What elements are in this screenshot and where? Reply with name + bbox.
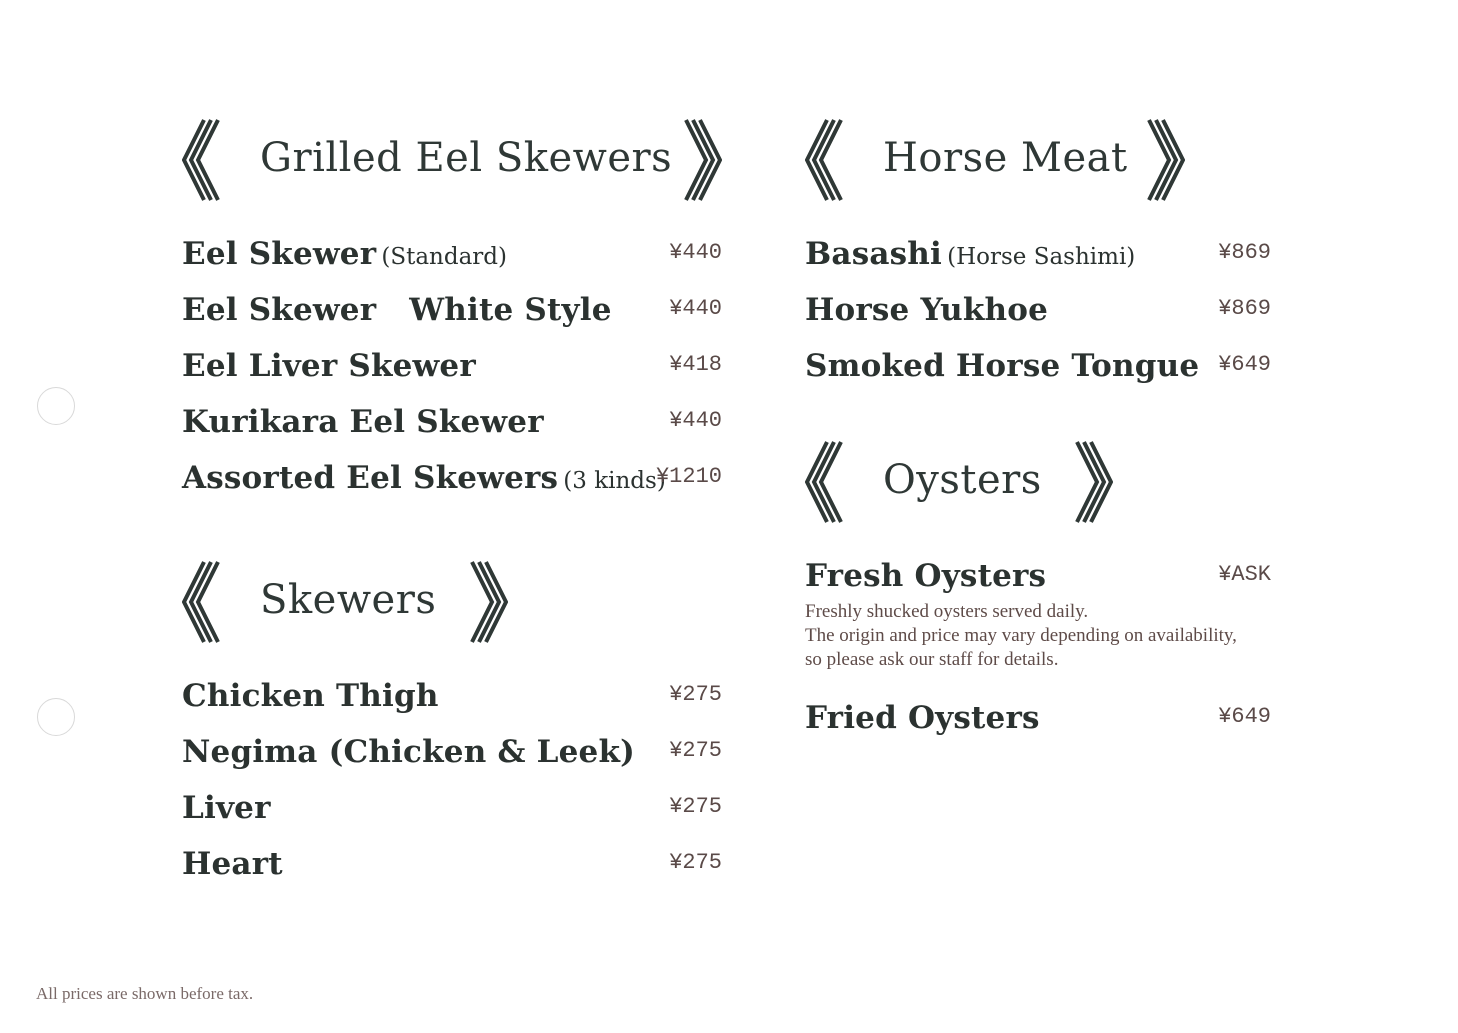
section-grilled-eel-skewers [182, 118, 722, 496]
item-note: (Standard) [381, 244, 507, 270]
triple-chevron-right-icon [682, 118, 722, 202]
item-price: ¥869 [1218, 296, 1271, 321]
item-price: ¥440 [669, 408, 722, 433]
item-name: Smoked Horse Tongue [805, 348, 1200, 384]
item-note: (3 kinds) [563, 468, 666, 494]
description-line: The origin and price may vary depending on availability, [805, 625, 1237, 646]
triple-chevron-right-icon [1073, 440, 1113, 524]
item-name: Negima (Chicken & Leek) [182, 734, 636, 770]
item-name: Kurikara Eel Skewer [182, 404, 544, 440]
section-oysters [805, 440, 1275, 736]
menu-item [805, 348, 1271, 384]
section-title: Oysters [883, 457, 1042, 503]
menu-item [182, 734, 722, 770]
section-header [805, 440, 1275, 524]
triple-chevron-left-icon [805, 118, 845, 202]
item-description [805, 600, 1271, 672]
triple-chevron-left-icon [182, 560, 222, 644]
section-title: Grilled Eel Skewers [260, 135, 673, 181]
binder-hole-top [37, 387, 75, 425]
tax-footnote: All prices are shown before tax. [36, 984, 254, 1003]
menu-item [182, 348, 722, 384]
item-price: ¥649 [1218, 352, 1271, 377]
item-price: ¥440 [669, 240, 722, 265]
item-name: Eel Skewer [182, 236, 377, 272]
item-name: Eel Skewer White Style [182, 292, 612, 328]
item-price: ¥869 [1218, 240, 1271, 265]
triple-chevron-left-icon [805, 440, 845, 524]
section-horse-meat [805, 118, 1275, 384]
triple-chevron-right-icon [468, 560, 508, 644]
item-price: ¥1210 [655, 464, 722, 489]
item-name: Fresh Oysters [805, 558, 1047, 594]
menu-item [805, 236, 1271, 272]
menu-item [182, 846, 722, 882]
binder-hole-bottom [37, 698, 75, 736]
item-name: Eel Liver Skewer [182, 348, 476, 384]
description-line: so please ask our staff for details. [805, 649, 1059, 670]
item-name: Fried Oysters [805, 700, 1040, 736]
triple-chevron-left-icon [182, 118, 222, 202]
item-price: ¥418 [669, 352, 722, 377]
section-header [805, 118, 1275, 202]
menu-item [182, 292, 722, 328]
item-name: Heart [182, 846, 283, 882]
menu-item [805, 558, 1271, 672]
menu-item [182, 460, 722, 496]
description-line: Freshly shucked oysters served daily. [805, 601, 1089, 622]
item-price: ¥649 [1218, 704, 1271, 729]
menu-item [182, 678, 722, 714]
item-price: ¥275 [669, 794, 722, 819]
item-note: (Horse Sashimi) [947, 244, 1136, 270]
item-price: ¥275 [669, 682, 722, 707]
section-skewers [182, 560, 722, 882]
item-name: Liver [182, 790, 271, 826]
menu-item [805, 700, 1271, 736]
menu-item [182, 236, 722, 272]
item-name: Basashi [805, 236, 942, 272]
item-name: Chicken Thigh [182, 678, 439, 714]
item-price: ¥ASK [1218, 562, 1271, 587]
section-title: Skewers [260, 577, 437, 623]
menu-item [805, 292, 1271, 328]
menu-item [182, 404, 722, 440]
section-header [182, 118, 722, 202]
item-name: Horse Yukhoe [805, 292, 1049, 328]
item-price: ¥275 [669, 850, 722, 875]
menu-item [182, 790, 722, 826]
item-price: ¥440 [669, 296, 722, 321]
section-header [182, 560, 722, 644]
section-title: Horse Meat [883, 135, 1128, 181]
item-price: ¥275 [669, 738, 722, 763]
item-name: Assorted Eel Skewers [182, 460, 559, 496]
triple-chevron-right-icon [1145, 118, 1185, 202]
